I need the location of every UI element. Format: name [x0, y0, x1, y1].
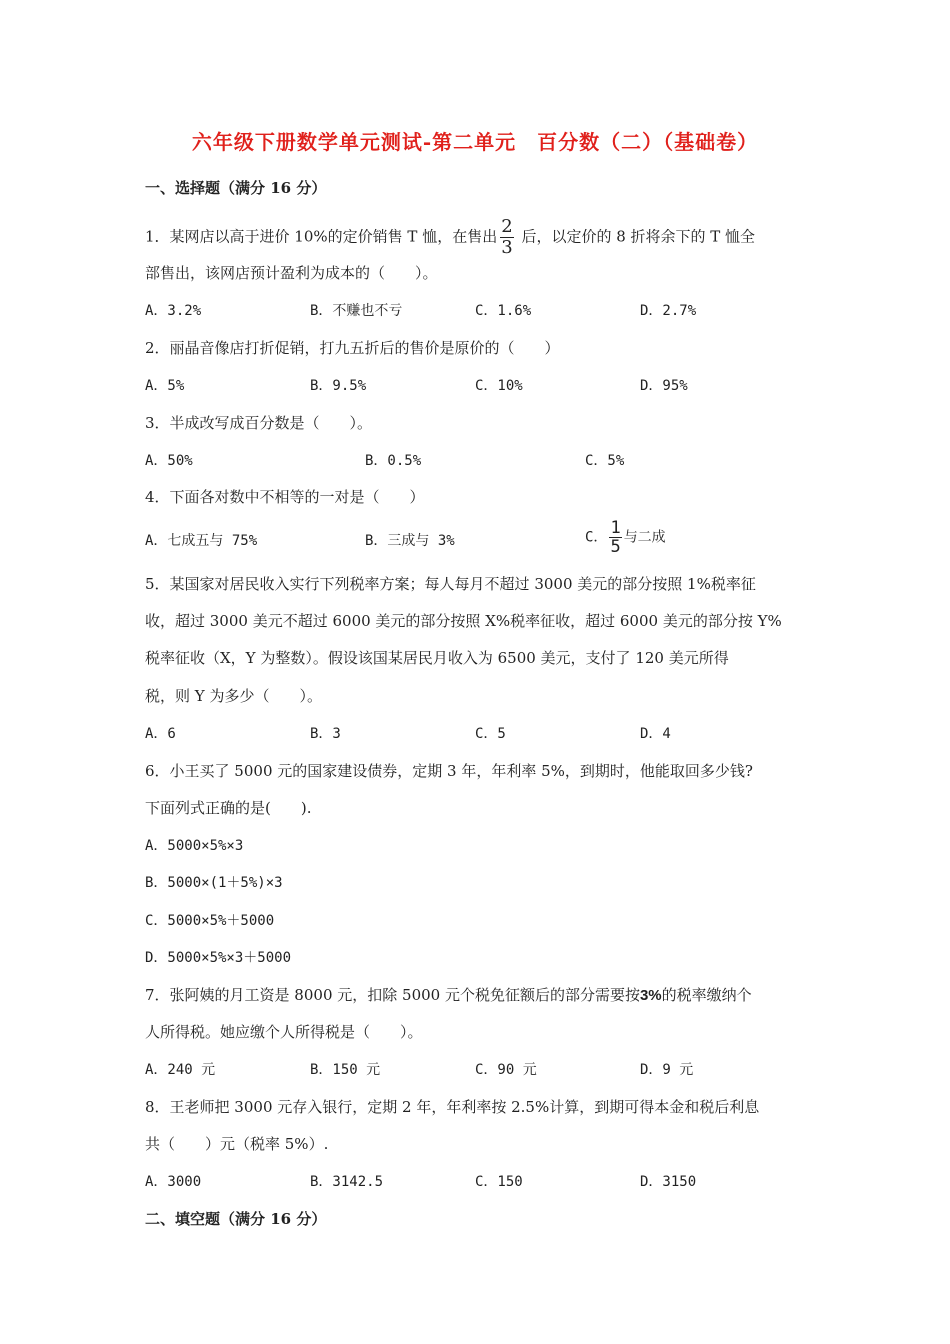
fraction-one-fifth: $\frac{1}{5}$ [610, 518, 621, 557]
q2-option-d[interactable]: D．95% [640, 378, 688, 394]
q3-option-a[interactable]: A．50% [145, 453, 193, 469]
section-heading-choice: 一、选择题（满分 16 分） [145, 179, 327, 197]
question-5-line-3: 税率征收（X，Y 为整数）。假设该国某居民月收入为 6500 美元，支付了 120 美元所得 [145, 649, 729, 667]
q3-option-b[interactable]: B．0.5% [365, 453, 422, 469]
q5-option-b[interactable]: B．3 [310, 726, 341, 742]
question-1-text-b: 后，以定价的 8 折将余下的 T 恤全 [521, 227, 756, 246]
q8-option-c[interactable]: C．150 [475, 1174, 523, 1190]
q1-option-b[interactable]: B．不赚也不亏 [310, 303, 403, 319]
section-heading-fill-in: 二、填空题（满分 16 分） [145, 1210, 327, 1228]
question-8-line-2: 共（ ）元（税率 5%）. [145, 1135, 329, 1153]
q6-option-d[interactable]: D．5000×5%×3＋5000 [145, 950, 292, 966]
q7-option-a[interactable]: A．240 元 [145, 1062, 216, 1078]
question-6-line-2: 下面列式正确的是( ). [145, 799, 312, 817]
q4-option-c[interactable]: C． $\frac{1}{5}$ 与二成 [585, 518, 666, 557]
question-8-line-1: 8．王老师把 3000 元存入银行，定期 2 年，年利率按 2.5%计算，到期可得本金和税后利息 [145, 1098, 760, 1116]
q2-option-c[interactable]: C．10% [475, 378, 523, 394]
q7-option-d[interactable]: D．9 元 [640, 1062, 694, 1078]
q2-option-a[interactable]: A．5% [145, 378, 185, 394]
q8-option-d[interactable]: D．3150 [640, 1174, 697, 1190]
q5-option-a[interactable]: A．6 [145, 726, 176, 742]
q1-option-d[interactable]: D．2.7% [640, 303, 697, 319]
page-title: 六年级下册数学单元测试-第二单元 百分数（二）（基础卷） [191, 130, 759, 154]
q5-option-c[interactable]: C．5 [475, 726, 506, 742]
q7-option-b[interactable]: B．150 元 [310, 1062, 381, 1078]
question-5-line-2: 收，超过 3000 美元不超过 6000 美元的部分按照 X%税率征收，超过 6000 美元的部分按 Y% [145, 612, 782, 630]
q6-option-b[interactable]: B．5000×(1＋5%)×3 [145, 875, 283, 891]
tax-rate-highlight: 3% [639, 987, 662, 1004]
question-5-line-4: 税，则 Y 为多少（ ）。 [145, 687, 322, 705]
q8-option-b[interactable]: B．3142.5 [310, 1174, 384, 1190]
q5-option-d[interactable]: D．4 [640, 726, 671, 742]
question-6-line-1: 6．小王买了 5000 元的国家建设债券，定期 3 年，年利率 5%，到期时，他能取回多少钱? [145, 762, 753, 780]
fraction-two-thirds: $\frac{2}{3}$ [501, 216, 513, 258]
question-3: 3．半成改写成百分数是（ ）。 [145, 414, 373, 432]
question-2: 2．丽晶音像店打折促销，打九五折后的售价是原价的（ ） [145, 339, 560, 357]
question-1-line-2: 部售出，该网店预计盈利为成本的（ ）。 [145, 264, 438, 282]
question-4: 4．下面各对数中不相等的一对是（ ） [145, 488, 425, 506]
q6-option-a[interactable]: A．5000×5%×3 [145, 838, 244, 854]
q8-option-a[interactable]: A．3000 [145, 1174, 202, 1190]
q2-option-b[interactable]: B．9.5% [310, 378, 367, 394]
question-1 [145, 217, 755, 258]
q6-option-c[interactable]: C．5000×5%＋5000 [145, 913, 275, 929]
q3-option-c[interactable]: C．5% [585, 453, 625, 469]
question-5-line-1: 5．某国家对居民收入实行下列税率方案；每人每月不超过 3000 美元的部分按照 1%税率征 [145, 575, 756, 593]
q4-option-b[interactable]: B．三成与 3% [365, 533, 455, 549]
q7-option-c[interactable]: C．90 元 [475, 1062, 537, 1078]
question-1-text-a: 1．某网店以高于进价 10%的定价销售 T 恤，在售出 [145, 227, 498, 246]
q1-option-c[interactable]: C．1.6% [475, 303, 532, 319]
q1-option-a[interactable]: A．3.2% [145, 303, 202, 319]
question-7: 7．张阿姨的月工资是 8000 元，扣除 5000 元个税免征额后的部分需要按3%的税率缴纳个 [145, 986, 752, 1004]
question-7-line-2: 人所得税。她应缴个人所得税是（ ）。 [145, 1023, 423, 1041]
q4-option-a[interactable]: A．七成五与 75% [145, 533, 258, 549]
